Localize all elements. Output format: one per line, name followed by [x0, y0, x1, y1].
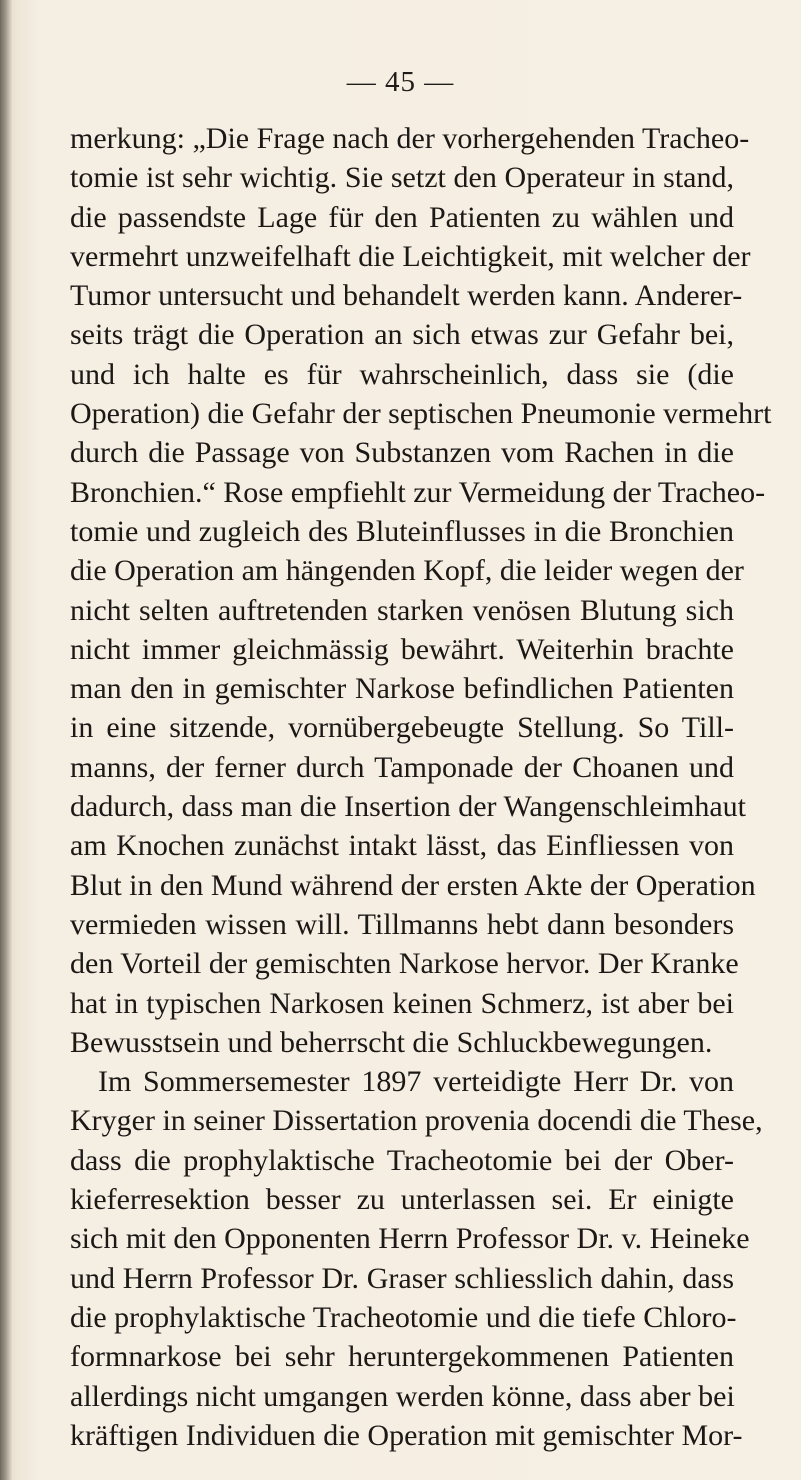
text-line: manns, der ferner durch Tamponade der Choanen und — [70, 750, 734, 784]
text-line: nicht immer gleichmässig bewährt. Weiterhin brachte — [70, 632, 734, 666]
text-line: vermehrt unzweifelhaft die Leichtigkeit, mit welcher der — [70, 239, 751, 273]
text-line: sich mit den Opponenten Herrn Professor Dr. v. Heineke — [70, 1222, 750, 1256]
text-line: durch die Passage von Substanzen vom Rachen in die — [70, 436, 734, 470]
text-line: die passendste Lage für den Patienten zu wählen und — [70, 200, 734, 234]
text-line: seits trägt die Operation an sich etwas zur Gefahr bei, — [70, 318, 734, 352]
text-line: tomie und zugleich des Bluteinflusses in die Bronchien — [70, 514, 734, 548]
text-line: formnarkose bei sehr heruntergekommenen Patienten — [70, 1340, 734, 1374]
text-line: den Vorteil der gemischten Narkose hervor. Der Kranke — [70, 947, 739, 981]
text-line: hat in typischen Narkosen keinen Schmerz, ist aber bei — [70, 986, 734, 1020]
text-line: Bronchien.“ Rose empfiehlt zur Vermeidung der Tracheo- — [70, 475, 766, 509]
page-gutter-shadow — [0, 0, 12, 1480]
text-line: kräftigen Individuen die Operation mit gemischter Mor- — [70, 1418, 743, 1452]
page-number: — 45 — — [346, 66, 455, 98]
text-line: Bewusstsein und beherrscht die Schluckbewegungen. — [70, 1025, 713, 1059]
body-text — [70, 119, 772, 1455]
text-line: tomie ist sehr wichtig. Sie setzt den Operateur in stand, — [70, 161, 734, 195]
text-line: Tumor untersucht und behandelt werden kann. Anderer- — [70, 279, 743, 313]
text-line: am Knochen zunächst intakt lässt, das Einfliessen von — [70, 829, 734, 863]
text-line: Kryger in seiner Dissertation provenia docendi die These, — [70, 1104, 763, 1138]
text-line: man den in gemischter Narkose befindlichen Patienten — [70, 672, 734, 706]
text-line: in eine sitzende, vornübergebeugte Stellung. So Till- — [70, 711, 734, 745]
text-line: Operation) die Gefahr der septischen Pneumonie vermehrt — [70, 397, 772, 431]
text-line: dadurch, dass man die Insertion der Wangenschleimhaut — [70, 790, 746, 824]
text-line: vermieden wissen will. Tillmanns hebt dann besonders — [70, 907, 734, 941]
text-line: die Operation am hängenden Kopf, die leider wegen der — [70, 554, 744, 588]
text-line: die prophylaktische Tracheotomie und die tiefe Chloro- — [70, 1300, 737, 1334]
text-line: und ich halte es für wahrscheinlich, dass sie (die — [70, 357, 734, 391]
text-line: Im Sommersemester 1897 verteidigte Herr Dr. von — [98, 1065, 734, 1099]
text-line: nicht selten auftretenden starken venösen Blutung sich — [70, 593, 734, 627]
text-line: Blut in den Mund während der ersten Akte der Operation — [70, 868, 756, 902]
text-line: merkung: „Die Frage nach der vorhergehenden Tracheo- — [70, 122, 750, 155]
text-line: allerdings nicht umgangen werden könne, dass aber bei — [70, 1379, 735, 1413]
text-line: dass die prophylaktische Tracheotomie bei der Ober- — [70, 1143, 734, 1177]
text-line: kieferresektion besser zu unterlassen sei. Er einigte — [70, 1183, 734, 1217]
text-line: und Herrn Professor Dr. Graser schliesslich dahin, dass — [70, 1261, 734, 1295]
